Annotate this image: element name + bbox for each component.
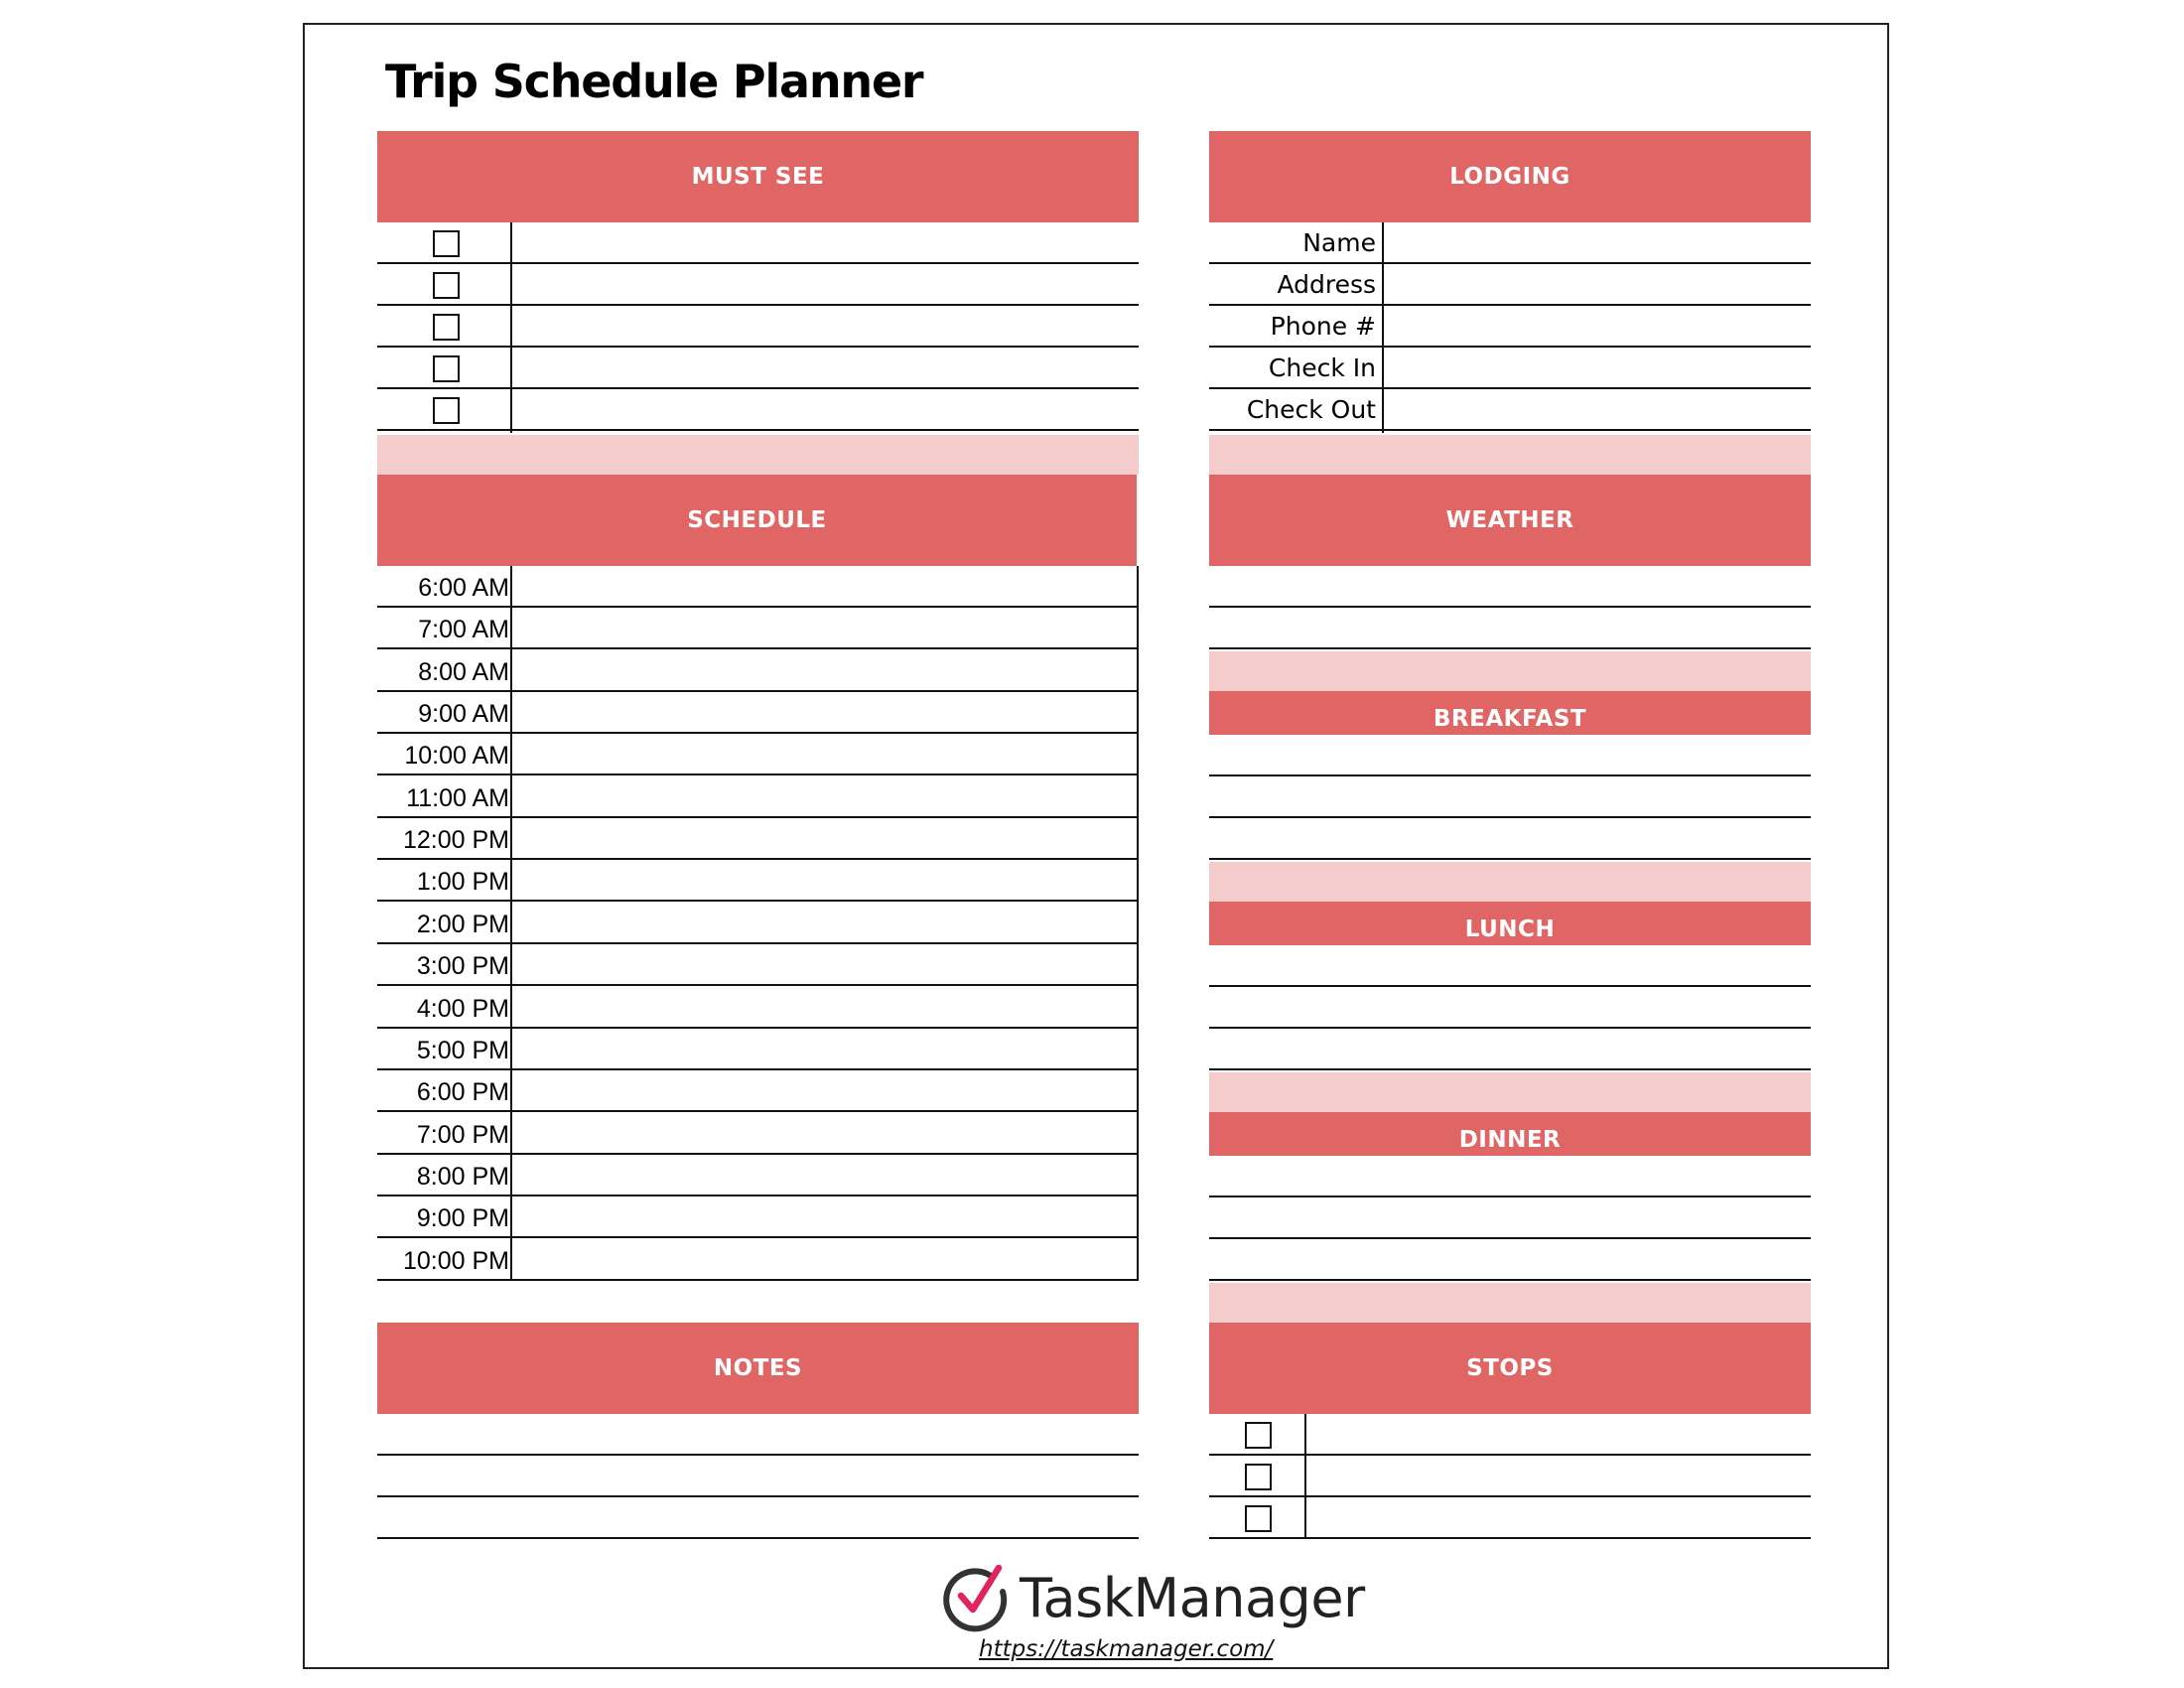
spacer-band xyxy=(1209,862,1811,902)
time-label: 8:00 AM xyxy=(418,657,509,686)
schedule-row[interactable] xyxy=(377,1113,1139,1155)
must-see-list xyxy=(377,222,1139,433)
lunch-line[interactable] xyxy=(1209,987,1811,1029)
schedule-table xyxy=(377,566,1139,1281)
notes-line[interactable] xyxy=(377,1414,1139,1456)
schedule-row[interactable] xyxy=(377,903,1139,944)
spacer-band xyxy=(1209,1072,1811,1112)
weather-line[interactable] xyxy=(1209,608,1811,649)
stop-row[interactable] xyxy=(1209,1456,1811,1497)
field-label-phone: Phone # xyxy=(1270,312,1376,341)
field-label-address: Address xyxy=(1277,270,1376,299)
must-see-header: MUST SEE xyxy=(377,131,1139,222)
dinner-line[interactable] xyxy=(1209,1197,1811,1239)
dinner-line[interactable] xyxy=(1209,1239,1811,1281)
notes-lines xyxy=(377,1414,1139,1539)
schedule-row[interactable] xyxy=(377,650,1139,692)
time-label: 6:00 AM xyxy=(418,574,509,602)
checkmark-circle-icon xyxy=(939,1562,1013,1635)
schedule-row[interactable] xyxy=(377,987,1139,1029)
brand-name: TaskManager xyxy=(1020,1567,1365,1629)
schedule-row[interactable] xyxy=(377,692,1139,734)
lodging-header: LODGING xyxy=(1209,131,1811,222)
must-see-row[interactable] xyxy=(377,306,1139,348)
breakfast-line[interactable] xyxy=(1209,735,1811,776)
schedule-row[interactable] xyxy=(377,860,1139,902)
spacer-band xyxy=(1209,435,1811,475)
time-label: 4:00 PM xyxy=(416,994,509,1023)
lodging-row[interactable] xyxy=(1209,389,1811,431)
checkbox[interactable] xyxy=(1245,1464,1272,1490)
spacer-band xyxy=(1209,1283,1811,1323)
breakfast-header: BREAKFAST xyxy=(1209,691,1811,735)
must-see-row[interactable] xyxy=(377,389,1139,431)
stops-header: STOPS xyxy=(1209,1323,1811,1414)
dinner-header: DINNER xyxy=(1209,1112,1811,1156)
schedule-row[interactable] xyxy=(377,1155,1139,1196)
schedule-row[interactable] xyxy=(377,776,1139,818)
time-label: 9:00 AM xyxy=(418,700,509,729)
checkbox[interactable] xyxy=(433,314,460,341)
weather-lines xyxy=(1209,566,1811,649)
checkbox[interactable] xyxy=(433,397,460,424)
field-label-check-in: Check In xyxy=(1268,353,1376,382)
weather-header: WEATHER xyxy=(1209,475,1811,566)
time-label: 10:00 PM xyxy=(402,1246,509,1275)
schedule-row[interactable] xyxy=(377,608,1139,649)
must-see-row[interactable] xyxy=(377,264,1139,306)
dinner-line[interactable] xyxy=(1209,1156,1811,1197)
time-label: 1:00 PM xyxy=(416,868,509,897)
breakfast-line[interactable] xyxy=(1209,776,1811,818)
stop-row[interactable] xyxy=(1209,1414,1811,1456)
lodging-row[interactable] xyxy=(1209,264,1811,306)
schedule-row[interactable] xyxy=(377,1196,1139,1238)
breakfast-line[interactable] xyxy=(1209,818,1811,860)
notes-header: NOTES xyxy=(377,1323,1139,1414)
schedule-row[interactable] xyxy=(377,566,1139,608)
lodging-row[interactable] xyxy=(1209,222,1811,264)
stops-list xyxy=(1209,1414,1811,1539)
schedule-row[interactable] xyxy=(377,1239,1139,1281)
time-label: 10:00 AM xyxy=(404,742,509,771)
schedule-row[interactable] xyxy=(377,818,1139,860)
stop-row[interactable] xyxy=(1209,1497,1811,1539)
time-label: 3:00 PM xyxy=(416,952,509,981)
lunch-line[interactable] xyxy=(1209,945,1811,987)
lodging-fields xyxy=(1209,222,1811,433)
time-label: 12:00 PM xyxy=(402,826,509,855)
time-label: 7:00 PM xyxy=(416,1120,509,1149)
time-label: 6:00 PM xyxy=(416,1078,509,1107)
time-label: 5:00 PM xyxy=(416,1036,509,1064)
schedule-row[interactable] xyxy=(377,1070,1139,1112)
field-label-name: Name xyxy=(1302,228,1376,257)
schedule-row[interactable] xyxy=(377,1029,1139,1070)
time-label: 2:00 PM xyxy=(416,910,509,938)
weather-line[interactable] xyxy=(1209,566,1811,608)
checkbox[interactable] xyxy=(433,272,460,299)
checkbox[interactable] xyxy=(433,355,460,382)
must-see-row[interactable] xyxy=(377,348,1139,389)
lodging-row[interactable] xyxy=(1209,306,1811,348)
notes-line[interactable] xyxy=(377,1497,1139,1539)
lunch-lines xyxy=(1209,945,1811,1070)
lunch-header: LUNCH xyxy=(1209,902,1811,945)
checkbox[interactable] xyxy=(1245,1505,1272,1532)
page-title: Trip Schedule Planner xyxy=(385,55,923,108)
time-label: 8:00 PM xyxy=(416,1162,509,1191)
schedule-row[interactable] xyxy=(377,944,1139,986)
lodging-row[interactable] xyxy=(1209,348,1811,389)
lunch-line[interactable] xyxy=(1209,1029,1811,1070)
checkbox[interactable] xyxy=(1245,1422,1272,1449)
checkbox[interactable] xyxy=(433,230,460,257)
time-label: 11:00 AM xyxy=(406,783,509,812)
must-see-row[interactable] xyxy=(377,222,1139,264)
schedule-header: SCHEDULE xyxy=(377,475,1137,566)
time-label: 9:00 PM xyxy=(416,1204,509,1233)
spacer-band xyxy=(1209,651,1811,691)
field-label-check-out: Check Out xyxy=(1246,395,1376,424)
breakfast-lines xyxy=(1209,735,1811,860)
notes-line[interactable] xyxy=(377,1456,1139,1497)
time-label: 7:00 AM xyxy=(418,616,509,644)
website-link[interactable]: https://taskmanager.com/ xyxy=(979,1636,1274,1662)
dinner-lines xyxy=(1209,1156,1811,1281)
spacer-band xyxy=(377,435,1139,475)
schedule-row[interactable] xyxy=(377,734,1139,775)
